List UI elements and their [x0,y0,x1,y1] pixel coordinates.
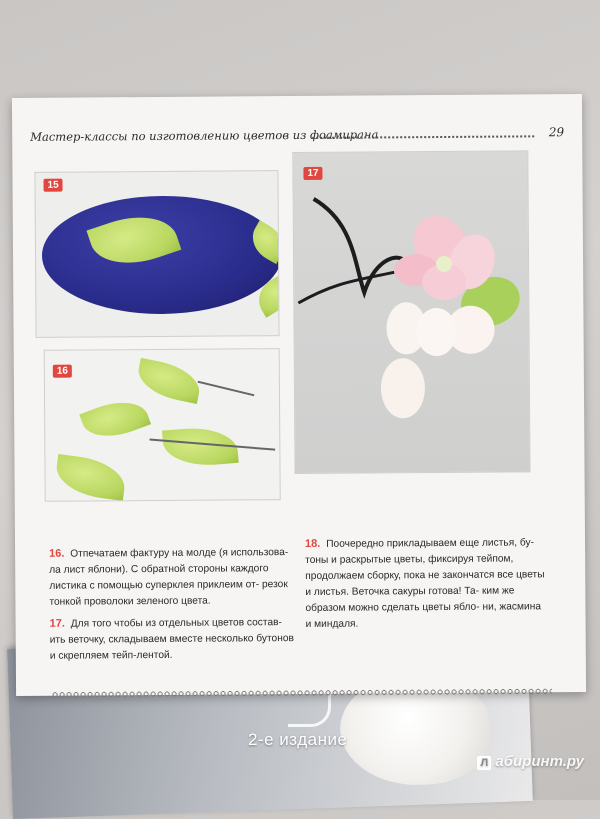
watermark-text: абиринт.ру [495,753,584,770]
step-18-body: Поочередно прикладываем еще листья, бу- тоны и раскрытые цветы, фиксируя тейпом, продолжаем сборку, пока не закончатся все цветы и листья. Веточка сакуры готова! Та- ким же образом можно сделать цветы ябло- ни, жасмина и миндаля. [305,537,545,630]
labirint-watermark [477,753,584,770]
wire [198,381,255,397]
step-18-number: 18. [304,537,321,550]
page-number: 29 [548,125,565,140]
running-header [30,124,566,148]
figure-17-badge: 17 [303,167,322,180]
labirint-logo-icon: Л [477,756,491,770]
figure-16-photo [44,348,281,502]
figure-17-photo [292,150,530,474]
step-16-body: Отпечатаем фактуру на молде (я использова- ла лист яблони). С обратной стороны каждого листика с помощью суперклея приклеим от- резок тонкой проволоки зеленого цвета. [49,547,289,608]
leaf [53,454,127,501]
leaf [79,392,151,446]
book-page [12,94,586,696]
step-16-text [49,544,297,611]
step-17-text [50,614,298,665]
step-18-text [305,534,546,633]
edition-label: 2-е издание [248,730,348,749]
step-17-number: 17. [49,617,65,630]
sakura-branch-illustration [293,151,529,473]
step-16-number: 16. [49,547,65,560]
header-dotted-leader [312,135,534,139]
leaf [134,358,204,404]
step-17-body: Для того чтобы из отдельных цветов состав- ить веточку, складываем вместе несколько бутонов и скрепляем тейп-лентой. [49,617,294,662]
figure-15-badge: 15 [43,179,62,192]
header-title: Мастер-классы по изготовлению цветов из фоамирана [30,127,379,144]
figure-16-badge: 16 [53,365,72,378]
figure-15-photo [34,170,279,338]
